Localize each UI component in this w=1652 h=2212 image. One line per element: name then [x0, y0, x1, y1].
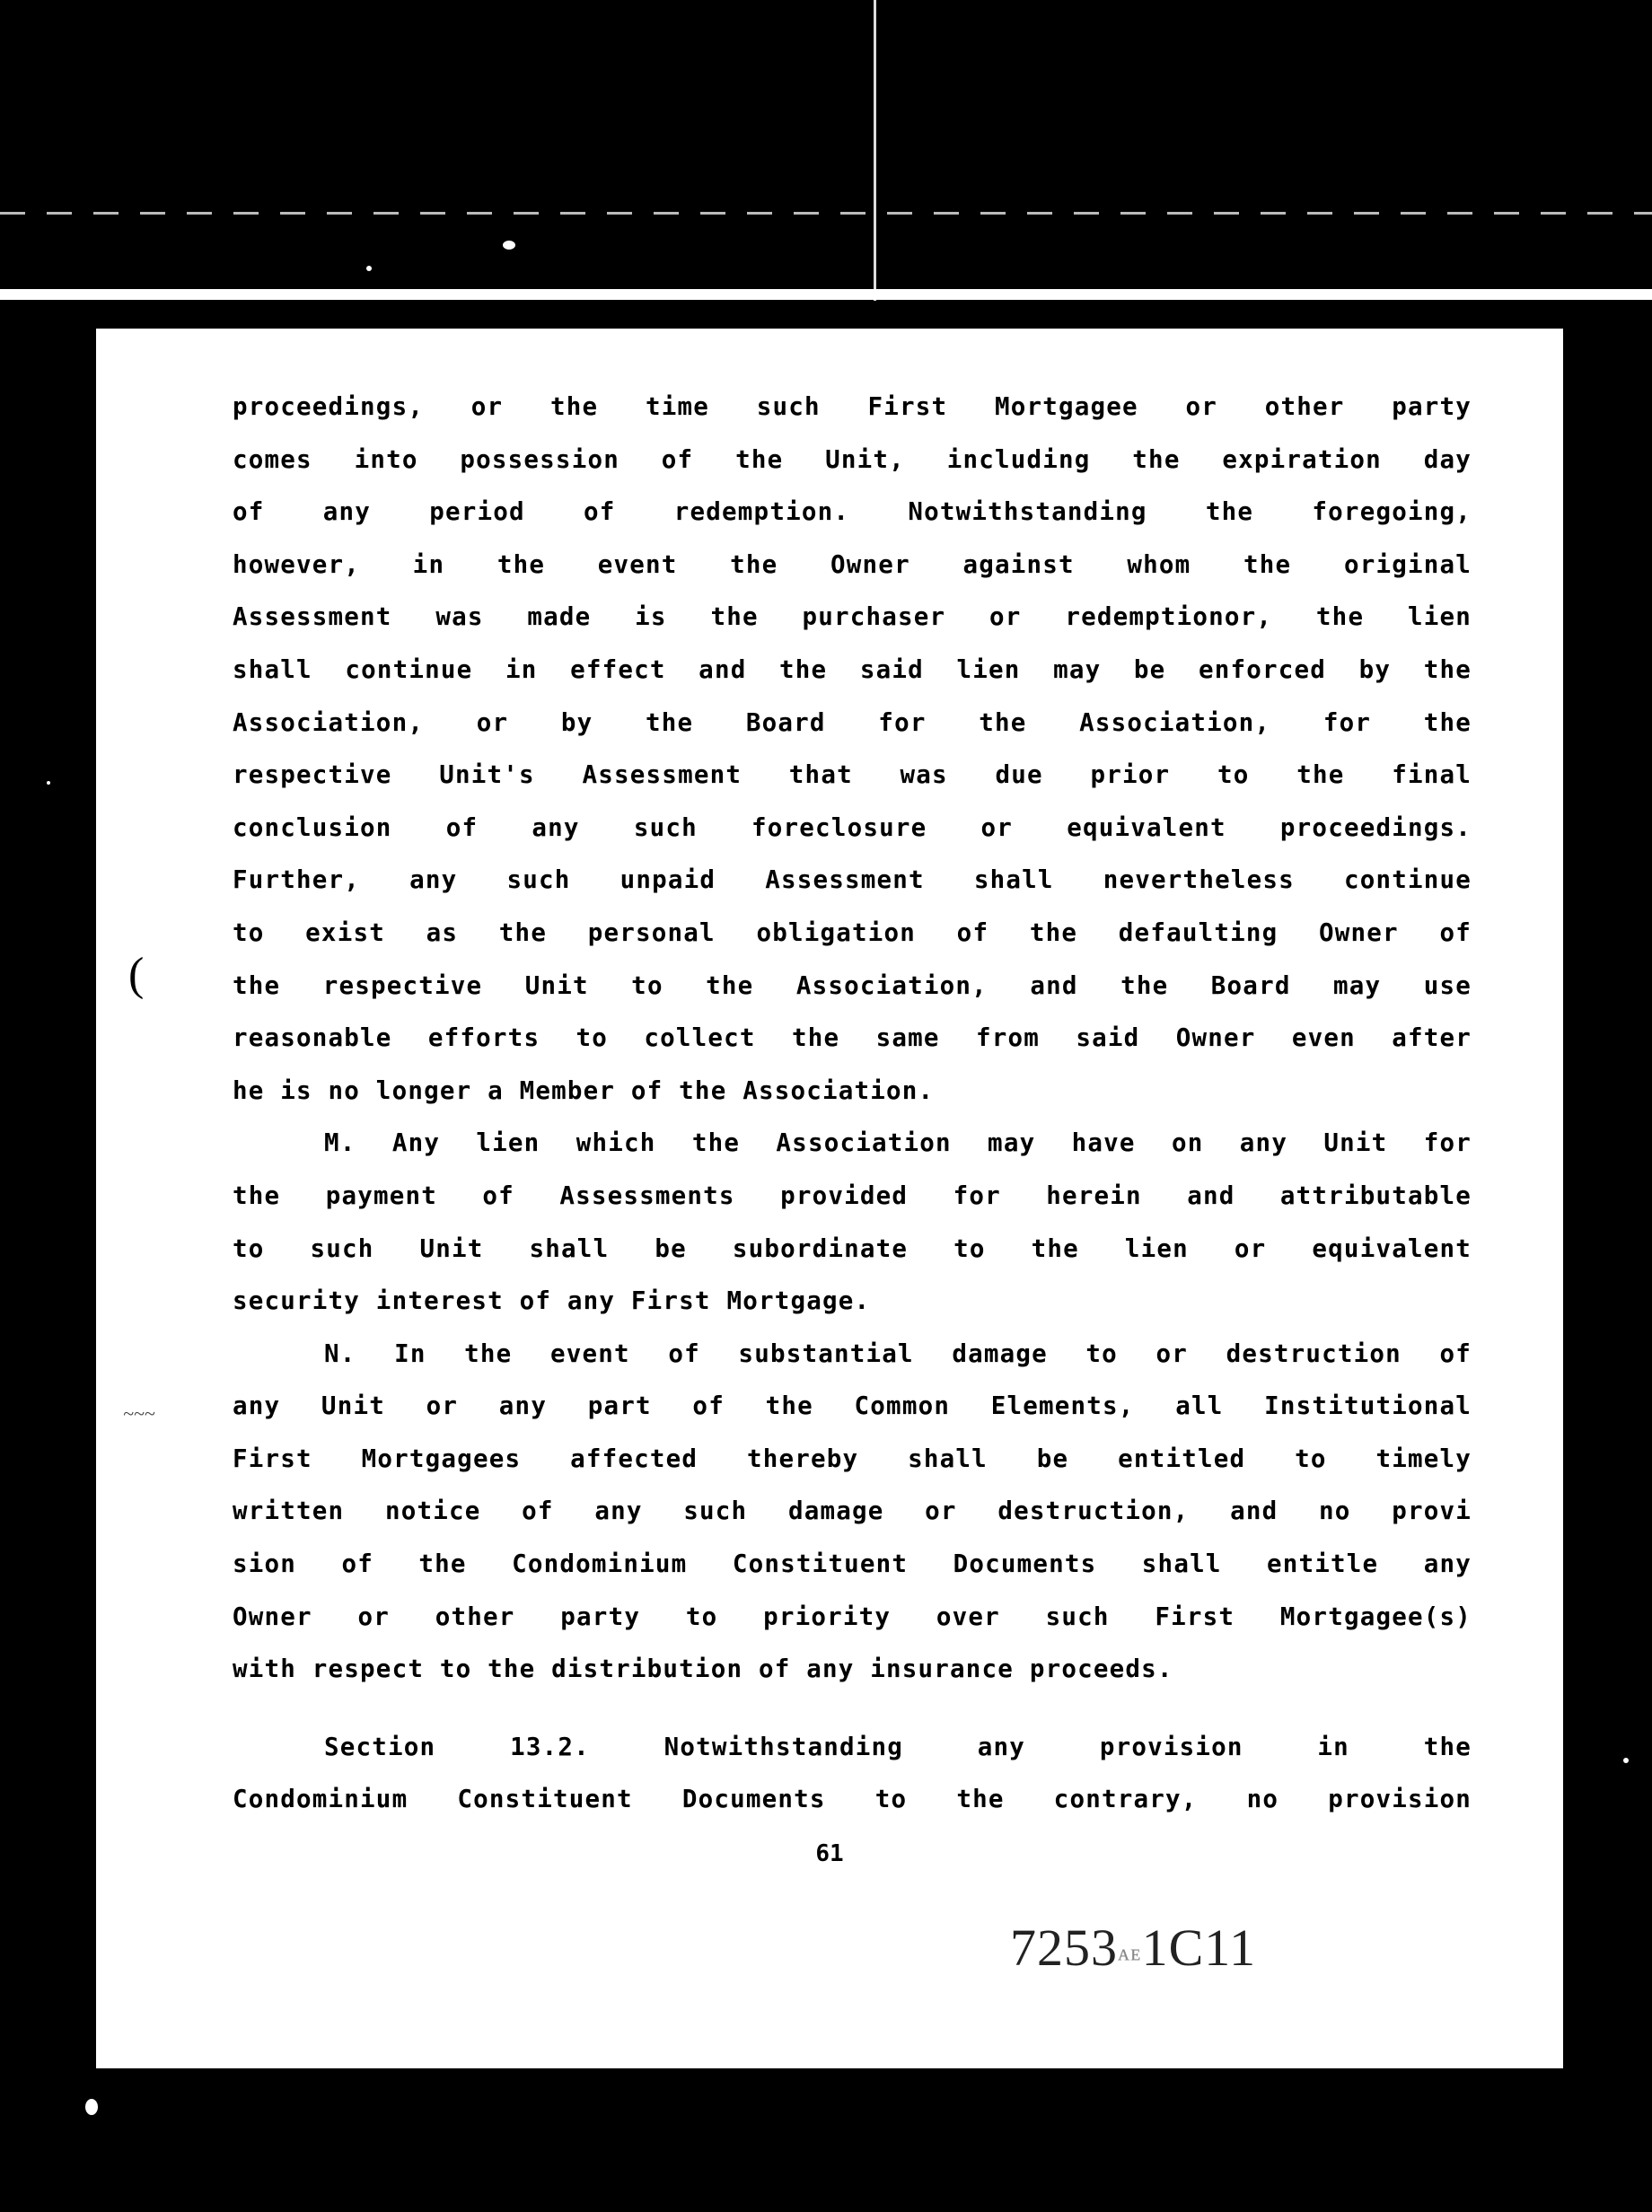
text-line: however, in the event the Owner against whom the original: [233, 549, 1472, 579]
scan-speck: [366, 266, 372, 271]
text-line: Owner or other party to priority over such First Mortgagee(s): [233, 1602, 1472, 1631]
scan-speck: [1623, 1758, 1629, 1763]
section-gap: [233, 1696, 1472, 1721]
text-line: sion of the Condominium Constituent Documents shall entitle any: [233, 1549, 1472, 1579]
page-number: 61: [815, 1840, 844, 1867]
text-line: security interest of any First Mortgage.: [233, 1286, 871, 1316]
scan-speck: [47, 781, 50, 785]
text-line: First Mortgagees affected thereby shall be entitled to timely: [233, 1444, 1472, 1473]
document-page: [96, 329, 1563, 2068]
book-page-stamp: [1010, 1918, 1256, 1978]
margin-paren-mark: (: [128, 949, 145, 1000]
scan-speck: [503, 241, 515, 250]
text-line: Association, or by the Board for the Association, for the: [233, 707, 1472, 737]
text-line: to such Unit shall be subordinate to the lien or equivalent: [233, 1233, 1472, 1263]
text-line: Assessment was made is the purchaser or redemptionor, the lien: [233, 602, 1472, 632]
text-line: any Unit or any part of the Common Elements, all Institutional: [233, 1391, 1472, 1421]
stamp-main: 7253: [1010, 1918, 1118, 1977]
stamp-mid: ᴀᴇ: [1118, 1939, 1142, 1966]
text-line: the respective Unit to the Association, and the Board may use: [233, 970, 1472, 1000]
text-line: the payment of Assessments provided for herein and attributable: [233, 1181, 1472, 1210]
stamp-end: 1C11: [1141, 1918, 1257, 1977]
text-line: shall continue in effect and the said lien may be enforced by the: [233, 654, 1472, 684]
text-line: M. Any lien which the Association may have on any Unit for: [324, 1128, 1472, 1158]
text-line: reasonable efforts to collect the same from said Owner even after: [233, 1023, 1472, 1053]
text-line: Condominium Constituent Documents to the contrary, no provision: [233, 1785, 1472, 1814]
scan-speck: [85, 2099, 98, 2115]
text-line: of any period of redemption. Notwithstanding the foregoing,: [233, 497, 1472, 527]
body-text: [233, 381, 1472, 1826]
text-line: N. In the event of substantial damage to or destruction of: [324, 1339, 1472, 1368]
scan-vertical-line: [874, 0, 876, 301]
text-line: comes into possession of the Unit, including the expiration day: [233, 444, 1472, 474]
scan-dashed-rule: [0, 212, 1652, 215]
text-line: Section 13.2. Notwithstanding any provision in the: [324, 1732, 1472, 1761]
text-line: conclusion of any such foreclosure or equivalent proceedings.: [233, 812, 1472, 842]
scan-top-rule: [0, 289, 1652, 300]
text-line: he is no longer a Member of the Association.: [233, 1075, 935, 1105]
text-line: Further, any such unpaid Assessment shall nevertheless continue: [233, 865, 1472, 895]
margin-initials-mark: ~~~: [123, 1402, 155, 1425]
text-line: proceedings, or the time such First Mortgagee or other party: [233, 392, 1472, 421]
text-line: to exist as the personal obligation of the defaulting Owner of: [233, 917, 1472, 947]
text-line: respective Unit's Assessment that was due prior to the final: [233, 760, 1472, 790]
text-line: written notice of any such damage or destruction, and no provi: [233, 1497, 1472, 1526]
text-line: with respect to the distribution of any insurance proceeds.: [233, 1655, 1173, 1684]
